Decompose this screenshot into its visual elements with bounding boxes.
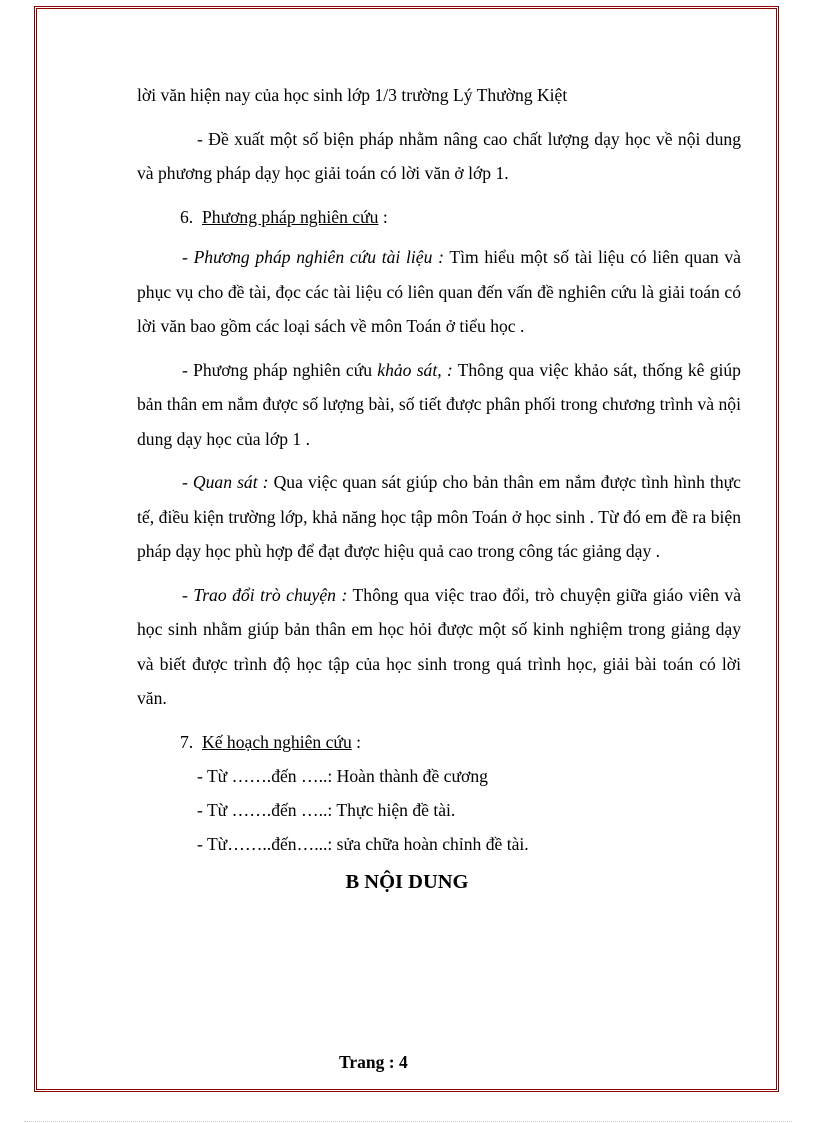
method-dash: -: [182, 359, 194, 380]
method-name-plain: Phương pháp nghiên cứu: [193, 359, 378, 380]
section-6-heading: [137, 200, 741, 235]
method-text: Thông qua việc trao đổi, trò chuyện giữa giáo viên và học sinh nhằm giúp bản thân em học hỏi được một số kinh nghiệm trong giảng dạy và biết được trình độ học tập của học sinh trong quá trình học, giải bài toán có lời văn.: [137, 584, 741, 708]
document-body: [137, 78, 741, 900]
section-7-colon: :: [351, 731, 362, 752]
section-6-number: 6.: [180, 206, 194, 227]
method-text: Qua việc quan sát giúp cho bản thân em nắm được tình hình thực tế, điều kiện trường lớp, khả năng học tập môn Toán ở học sinh . Từ đó em đề ra biện pháp dạy học phù hợp để đạt được hiệu quả cao trong công tác giảng dạy .: [137, 472, 741, 561]
method-dash: -: [182, 584, 194, 605]
section-7-heading: [137, 725, 741, 760]
method-dash: -: [182, 247, 194, 267]
page-number: Trang : 4: [339, 1052, 408, 1072]
section-b-heading: B NỘI DUNG: [345, 871, 469, 893]
intro-line: lời văn hiện nay của học sinh lớp 1/3 trường Lý Thường Kiệt: [137, 85, 568, 105]
method-name-italic: Trao đổi trò chuyện :: [193, 584, 348, 605]
method-dash: -: [182, 472, 193, 492]
method-name-italic: Phương pháp nghiên cứu tài liệu :: [193, 247, 444, 267]
page-bottom-divider: [24, 1121, 792, 1122]
method-paragraph-survey: [137, 353, 741, 457]
method-name-italic: Quan sát :: [192, 472, 269, 492]
method-text: Thông qua việc khảo sát, thống kê giúp bản thân em nắm được số lượng bài, số tiết được phân phối trong chương trình và nội dung dạy học của lớp 1 .: [137, 359, 741, 449]
plan-item: - Từ …….đến …..: Thực hiện đề tài.: [197, 800, 456, 820]
section-7-title: Kế hoạch nghiên cứu: [202, 731, 352, 752]
method-text: Tìm hiểu một số tài liệu có liên quan và phục vụ cho đề tài, đọc các tài liệu có liên quan đến vấn đề nghiên cứu là giải toán có lời văn bao gồm các loại sách về môn Toán ở tiểu học .: [137, 247, 741, 336]
method-paragraph-discussion: [137, 578, 741, 716]
plan-item: - Từ……..đến…...: sửa chữa hoàn chỉnh đề tài.: [197, 834, 529, 854]
proposal-paragraph: - Đề xuất một số biện pháp nhằm nâng cao chất lượng dạy học về nội dung và phương pháp dạy học giải toán có lời văn ở lớp 1.: [137, 128, 741, 183]
section-7-number: 7.: [180, 731, 194, 752]
section-6-title: Phương pháp nghiên cứu: [202, 206, 379, 227]
method-paragraph-observation: [137, 465, 741, 569]
plan-item: - Từ …….đến …..: Hoàn thành đề cương: [197, 766, 488, 786]
method-name-italic: khảo sát, :: [377, 359, 453, 380]
method-paragraph-literature: [137, 240, 741, 344]
section-6-colon: :: [378, 206, 388, 227]
